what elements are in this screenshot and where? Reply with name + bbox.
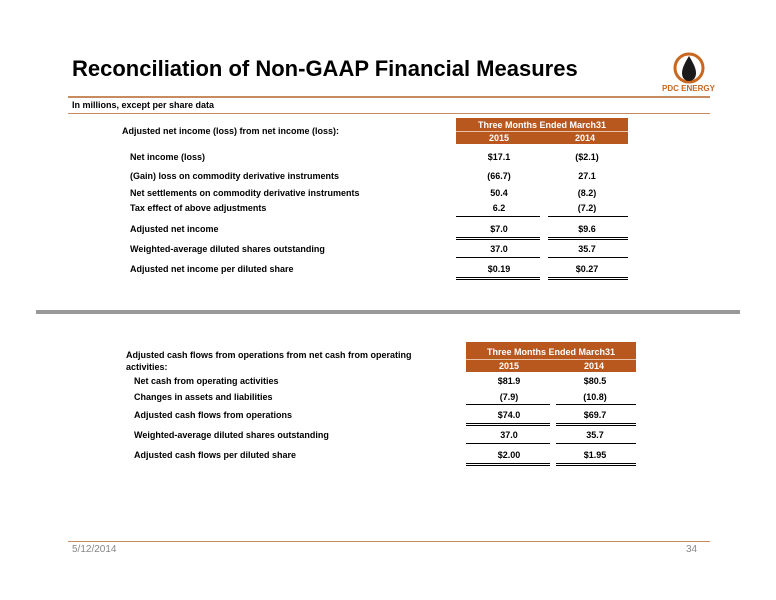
subtotal-rule — [466, 404, 550, 405]
table1-cell: $17.1 — [487, 152, 511, 162]
subtotal-rule — [456, 216, 540, 217]
table1-row-label: Net settlements on commodity derivative instruments — [130, 188, 360, 198]
subtitle-rule — [68, 113, 710, 114]
page-number: 34 — [686, 544, 698, 555]
table1-row-label: Adjusted net income — [130, 224, 219, 234]
title-rule — [68, 96, 710, 98]
table1-cell: $0.19 — [487, 264, 511, 274]
table1-cell: (8.2) — [577, 188, 597, 198]
subtotal-rule — [548, 257, 628, 258]
table2-header-divider — [466, 359, 636, 360]
table1-period-header: Three Months Ended March31 — [477, 120, 607, 130]
table2-row-label: Changes in assets and liabilities — [134, 392, 273, 402]
table2-year-2015: 2015 — [498, 361, 520, 371]
table1-row-label: Net income (loss) — [130, 152, 206, 162]
footer-rule — [68, 541, 710, 542]
subtotal-rule — [466, 443, 550, 444]
page-title: Reconciliation of Non-GAAP Financial Measures — [72, 56, 578, 81]
table2-row-label: Adjusted cash flows from operations — [134, 410, 293, 420]
table1-cell: 27.1 — [578, 171, 596, 181]
total-rule — [556, 423, 636, 426]
table1-row-label: Weighted-average diluted shares outstanding — [130, 244, 325, 254]
table2-cell: (7.9) — [499, 392, 519, 402]
table1-cell: (66.7) — [487, 171, 511, 181]
table1-row-label: Tax effect of above adjustments — [130, 203, 267, 213]
table2-cell: 37.0 — [500, 430, 518, 440]
subtotal-rule — [556, 443, 636, 444]
units-note: In millions, except per share data — [72, 100, 215, 110]
table1-cell: 37.0 — [490, 244, 508, 254]
table2-period-header: Three Months Ended March31 — [486, 347, 616, 357]
table2-caption-line2: activities: — [126, 362, 168, 372]
table1-cell: ($2.1) — [575, 152, 599, 162]
table1-cell: 6.2 — [492, 203, 506, 213]
table1-year-2015: 2015 — [488, 133, 510, 143]
table1-cell: 50.4 — [490, 188, 508, 198]
table1-row-label: (Gain) loss on commodity derivative instruments — [130, 171, 340, 181]
table1-header-divider — [456, 131, 628, 132]
table1-cell: (7.2) — [577, 203, 597, 213]
table1-row-label: Adjusted net income per diluted share — [130, 264, 294, 274]
total-rule — [466, 423, 550, 426]
section-separator — [36, 310, 740, 314]
table2-cell: $80.5 — [583, 376, 607, 386]
total-rule — [556, 463, 636, 466]
table2-cell: (10.8) — [583, 392, 607, 402]
table2-cell: $81.9 — [497, 376, 521, 386]
table2-row-label: Weighted-average diluted shares outstanding — [134, 430, 329, 440]
subtotal-rule — [456, 257, 540, 258]
table2-cell: $74.0 — [497, 410, 521, 420]
table1-caption: Adjusted net income (loss) from net income (loss): — [122, 126, 340, 136]
subtotal-rule — [548, 216, 628, 217]
table2-cell: $2.00 — [497, 450, 521, 460]
logo-text: PDC ENERGY — [662, 84, 715, 93]
table1-cell: 35.7 — [578, 244, 596, 254]
total-rule — [548, 277, 628, 280]
table2-caption-line1: Adjusted cash flows from operations from net cash from operating — [126, 350, 412, 360]
subtotal-rule — [556, 404, 636, 405]
table2-year-2014: 2014 — [583, 361, 605, 371]
table2-row-label: Net cash from operating activities — [134, 376, 279, 386]
table1-year-2014: 2014 — [574, 133, 596, 143]
table1-cell: $0.27 — [575, 264, 599, 274]
table2-cell: 35.7 — [586, 430, 604, 440]
total-rule — [466, 463, 550, 466]
footer-date: 5/12/2014 — [72, 544, 117, 555]
table2-row-label: Adjusted cash flows per diluted share — [134, 450, 297, 460]
table2-cell: $69.7 — [583, 410, 607, 420]
total-rule — [548, 237, 628, 240]
table1-cell: $9.6 — [578, 224, 596, 234]
table2-cell: $1.95 — [583, 450, 607, 460]
total-rule — [456, 237, 540, 240]
total-rule — [456, 277, 540, 280]
table1-cell: $7.0 — [490, 224, 508, 234]
